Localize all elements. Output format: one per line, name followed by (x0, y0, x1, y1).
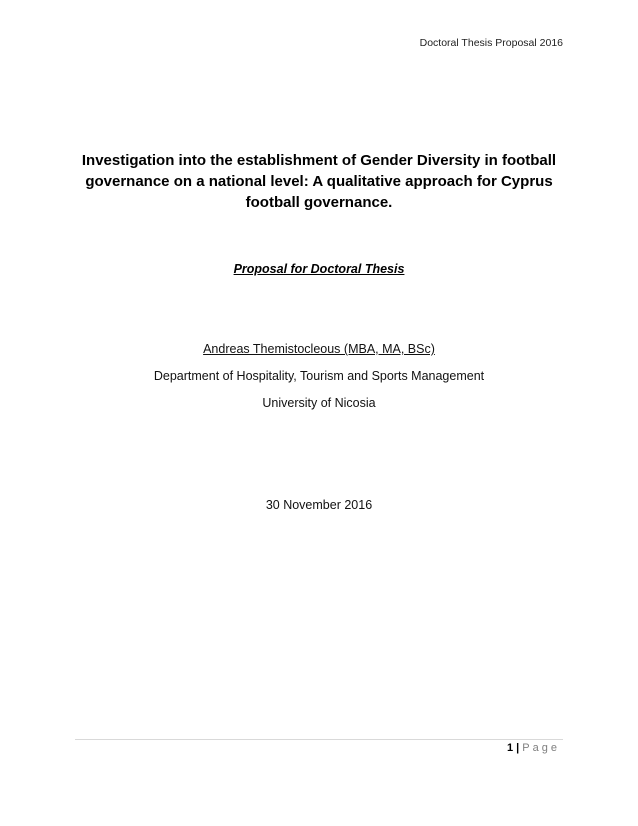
running-header: Doctoral Thesis Proposal 2016 (419, 37, 563, 49)
author-department: Department of Hospitality, Tourism and Sports Management (153, 369, 485, 383)
title-line: governance on a national level: A qualitative approach for Cyprus (85, 173, 553, 190)
author-name: Andreas Themistocleous (MBA, MA, BSc) (203, 342, 435, 356)
document-subtitle: Proposal for Doctoral Thesis (233, 262, 405, 276)
page-number: 1 (506, 742, 514, 754)
author-university: University of Nicosia (262, 396, 376, 410)
page-label: Page (522, 742, 560, 754)
title-line: Investigation into the establishment of Gender Diversity in football (81, 152, 557, 169)
footer-divider (75, 739, 563, 740)
page-footer (507, 742, 560, 754)
document-title (70, 150, 568, 213)
footer-separator: | (516, 742, 520, 754)
title-line: football governance. (245, 194, 393, 211)
document-date: 30 November 2016 (265, 498, 373, 512)
